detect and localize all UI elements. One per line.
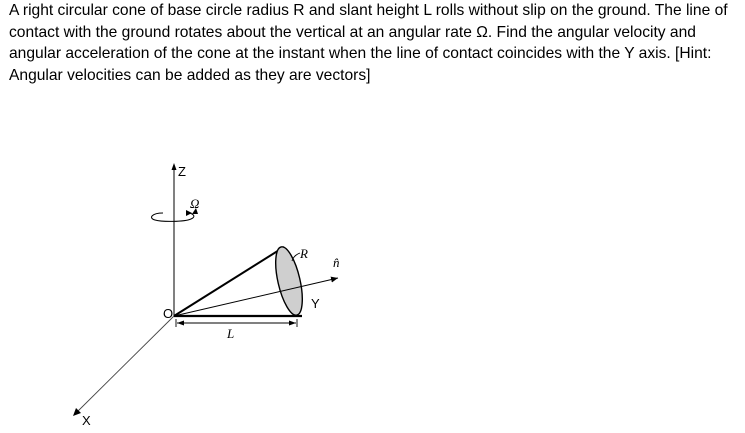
radius-label: R bbox=[300, 246, 308, 261]
problem-line-2: contact with the ground rotates about the vertical at an angular rate Ω. Find the angular velocity and bbox=[9, 23, 696, 41]
cone-top-generator bbox=[174, 247, 284, 316]
length-left-arrowhead bbox=[177, 321, 184, 326]
length-right-arrowhead bbox=[289, 321, 296, 326]
x-axis-label: X bbox=[82, 413, 91, 428]
normal-label: n̂ bbox=[333, 255, 340, 270]
origin-label: O bbox=[163, 306, 174, 321]
y-axis-label: Y bbox=[311, 296, 320, 311]
length-label: L bbox=[227, 326, 235, 341]
x-axis bbox=[76, 316, 174, 413]
omega-label: Ω bbox=[190, 196, 200, 211]
problem-line-1: A right circular cone of base circle radius R and slant height L rolls without slip on the ground. The line of bbox=[9, 2, 728, 19]
z-axis-label: Z bbox=[178, 164, 186, 179]
problem-line-4: Angular velocities can be added as they are vectors] bbox=[9, 66, 371, 84]
z-axis-arrowhead bbox=[172, 163, 177, 170]
problem-line-3: angular acceleration of the cone at the instant when the line of contact coincides with the Y axis. [Hint: bbox=[9, 45, 712, 62]
